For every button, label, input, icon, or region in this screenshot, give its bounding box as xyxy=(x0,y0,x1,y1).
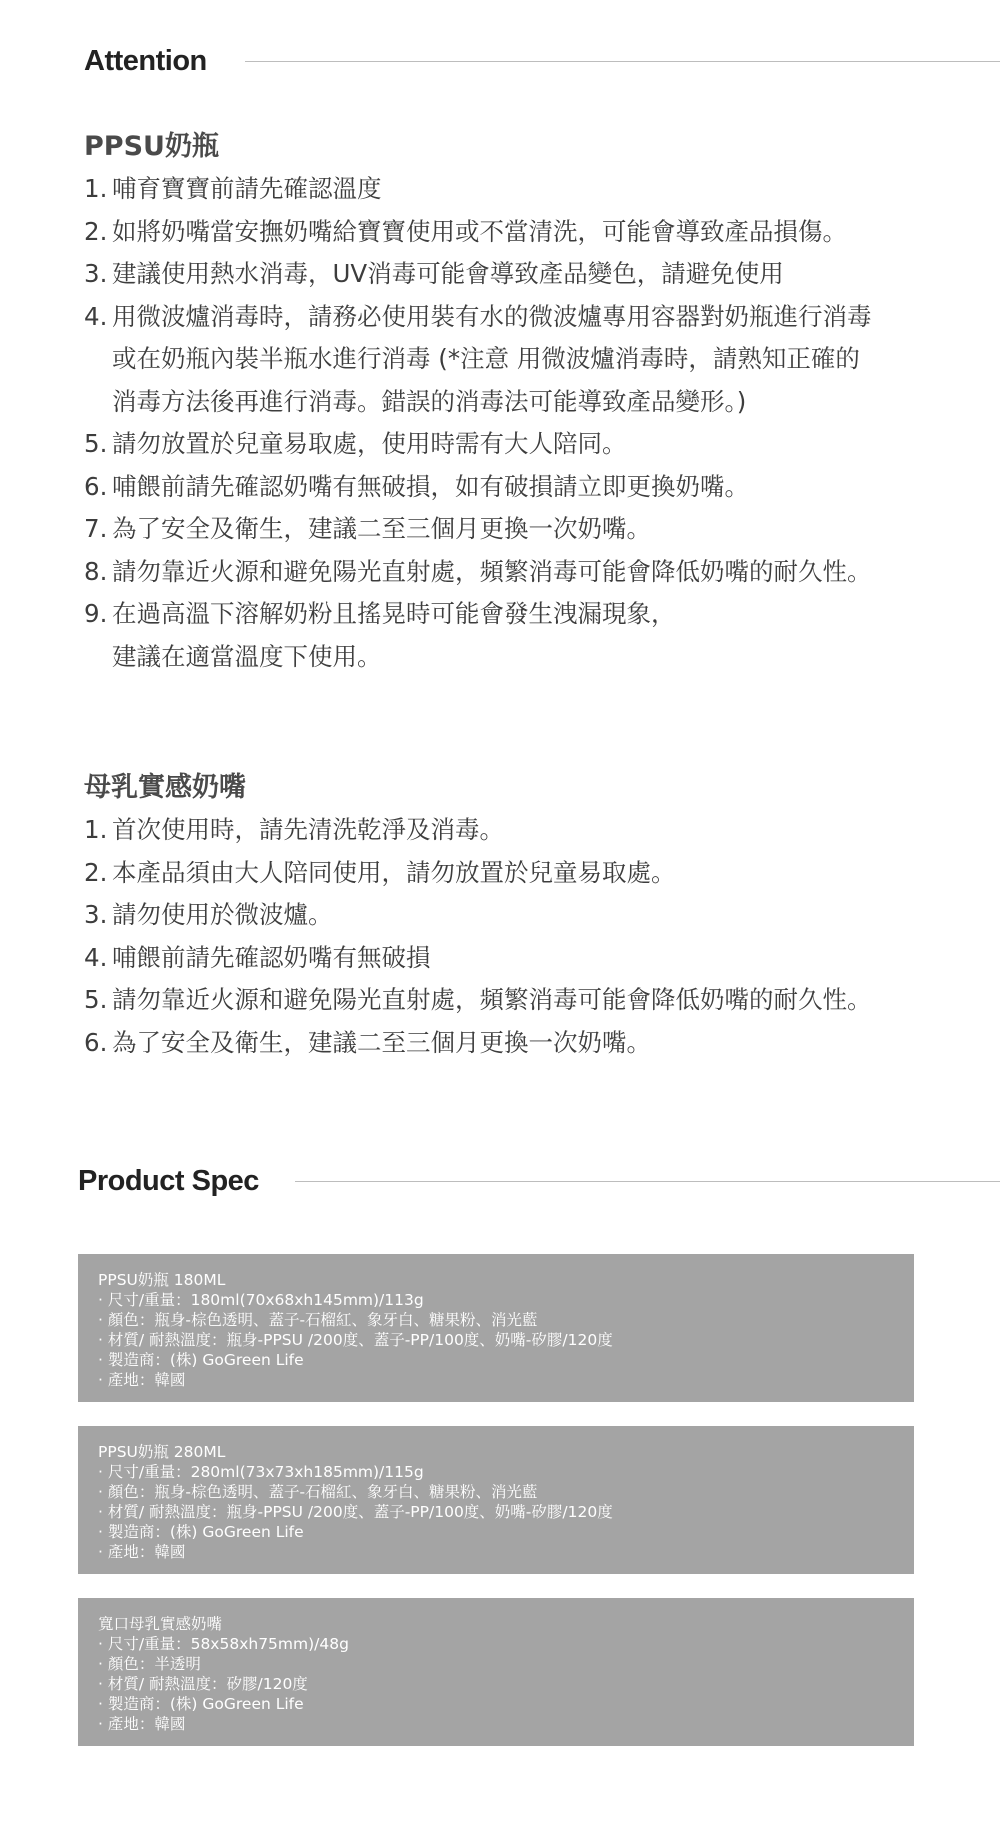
item-number: 1. xyxy=(84,815,108,844)
list-item xyxy=(84,466,872,509)
nipple-attention-title: 母乳實感奶嘴 xyxy=(84,772,246,803)
item-text: 哺餵前請先確認奶嘴有無破損，如有破損請立即更換奶嘴。 xyxy=(112,471,749,501)
list-item xyxy=(84,551,872,594)
product-spec-divider xyxy=(295,1181,1000,1182)
list-item xyxy=(84,168,872,211)
spec-line: · 製造商：(株) GoGreen Life xyxy=(98,1695,304,1713)
item-number: 3. xyxy=(84,259,108,288)
spec-line: · 顏色：瓶身-棕色透明、蓋子-石榴紅、象牙白、糖果粉、消光藍 xyxy=(98,1483,538,1501)
list-item xyxy=(84,593,872,678)
item-number: 5. xyxy=(84,985,108,1014)
item-number: 6. xyxy=(84,471,108,501)
list-item xyxy=(84,979,872,1022)
spec-line: · 材質/ 耐熱溫度：瓶身-PPSU /200度、蓋子-PP/100度、奶嘴-矽膠/120度 xyxy=(98,1503,613,1521)
bottle-attention-group xyxy=(84,126,872,678)
item-number: 5. xyxy=(84,429,108,458)
list-item xyxy=(84,253,872,296)
list-item xyxy=(84,852,872,895)
item-text: 為了安全及衛生，建議二至三個月更換一次奶嘴。 xyxy=(112,1027,651,1057)
product-spec-header xyxy=(78,1158,1000,1204)
list-item xyxy=(84,211,872,254)
list-item xyxy=(84,508,872,551)
item-number: 3. xyxy=(84,900,108,929)
item-text: 建議使用熱水消毒，UV消毒可能會導致產品變色，請避免使用 xyxy=(112,259,784,288)
item-text: 哺餵前請先確認奶嘴有無破損 xyxy=(112,942,431,972)
item-text: 請勿靠近火源和避免陽光直射處，頻繁消毒可能會降低奶嘴的耐久性。 xyxy=(112,985,872,1014)
list-item xyxy=(84,296,872,424)
item-text: 為了安全及衛生，建議二至三個月更換一次奶嘴。 xyxy=(112,514,651,543)
list-item xyxy=(84,423,872,466)
item-text: 如將奶嘴當安撫奶嘴給寶寶使用或不當清洗，可能會導致產品損傷。 xyxy=(112,216,847,246)
spec-line: · 顏色：半透明 xyxy=(98,1655,201,1673)
spec-card-wide-nipple xyxy=(78,1598,914,1746)
item-text: 請勿靠近火源和避免陽光直射處，頻繁消毒可能會降低奶嘴的耐久性。 xyxy=(112,556,872,586)
spec-card-ppsu-180 xyxy=(78,1254,914,1402)
item-text: 用微波爐消毒時，請務必使用裝有水的微波爐專用容器對奶瓶進行消毒 或在奶瓶內裝半瓶水進行消毒 (*注意 用微波爐消毒時，請熟知正確的 消毒方法後再進行消毒。錯誤的消毒法可能導致產品變形。) xyxy=(112,301,872,416)
item-number: 8. xyxy=(84,556,108,586)
bottle-attention-title: PPSU奶瓶 xyxy=(84,131,219,162)
item-number: 7. xyxy=(84,514,108,543)
attention-divider xyxy=(245,61,1000,62)
nipple-attention-group xyxy=(84,767,872,1064)
list-item xyxy=(84,809,872,852)
item-number: 9. xyxy=(84,599,108,628)
item-text: 本產品須由大人陪同使用，請勿放置於兒童易取處。 xyxy=(112,857,676,887)
item-text: 首次使用時，請先清洗乾淨及消毒。 xyxy=(112,815,504,844)
item-number: 6. xyxy=(84,1027,108,1057)
list-item xyxy=(84,937,872,980)
item-text: 哺育寶寶前請先確認溫度 xyxy=(112,174,382,203)
spec-line: · 尺寸/重量：180ml(70x68xh145mm)/113g xyxy=(98,1291,424,1309)
spec-card-ppsu-280 xyxy=(78,1426,914,1574)
item-number: 4. xyxy=(84,942,108,972)
spec-line: · 產地：韓國 xyxy=(98,1371,186,1389)
spec-product-name: PPSU奶瓶 180ML xyxy=(98,1271,226,1289)
item-text: 請勿放置於兒童易取處，使用時需有大人陪同。 xyxy=(112,429,627,458)
attention-header xyxy=(84,38,1000,84)
spec-line: · 尺寸/重量：280ml(73x73xh185mm)/115g xyxy=(98,1463,424,1481)
spec-line: · 產地：韓國 xyxy=(98,1543,186,1561)
item-text: 在過高溫下溶解奶粉且搖晃時可能會發生洩漏現象， 建議在適當溫度下使用。 xyxy=(112,599,676,671)
item-text: 請勿使用於微波爐。 xyxy=(112,900,333,929)
item-number: 2. xyxy=(84,216,108,246)
spec-line: · 材質/ 耐熱溫度：矽膠/120度 xyxy=(98,1675,308,1693)
product-spec-title: Product Spec xyxy=(78,1164,259,1197)
item-number: 4. xyxy=(84,301,108,331)
item-number: 2. xyxy=(84,857,108,887)
spec-line: · 尺寸/重量：58x58xh75mm)/48g xyxy=(98,1635,349,1653)
attention-title: Attention xyxy=(84,44,207,77)
list-item xyxy=(84,894,872,937)
spec-line: · 材質/ 耐熱溫度：瓶身-PPSU /200度、蓋子-PP/100度、奶嘴-矽膠/120度 xyxy=(98,1331,613,1349)
spec-line: · 顏色：瓶身-棕色透明、蓋子-石榴紅、象牙白、糖果粉、消光藍 xyxy=(98,1311,538,1329)
list-item xyxy=(84,1022,872,1065)
spec-line: · 產地：韓國 xyxy=(98,1715,186,1733)
spec-product-name: PPSU奶瓶 280ML xyxy=(98,1443,226,1461)
spec-line: · 製造商：(株) GoGreen Life xyxy=(98,1523,304,1541)
spec-product-name: 寬口母乳實感奶嘴 xyxy=(98,1615,223,1633)
spec-line: · 製造商：(株) GoGreen Life xyxy=(98,1351,304,1369)
item-number: 1. xyxy=(84,174,108,203)
